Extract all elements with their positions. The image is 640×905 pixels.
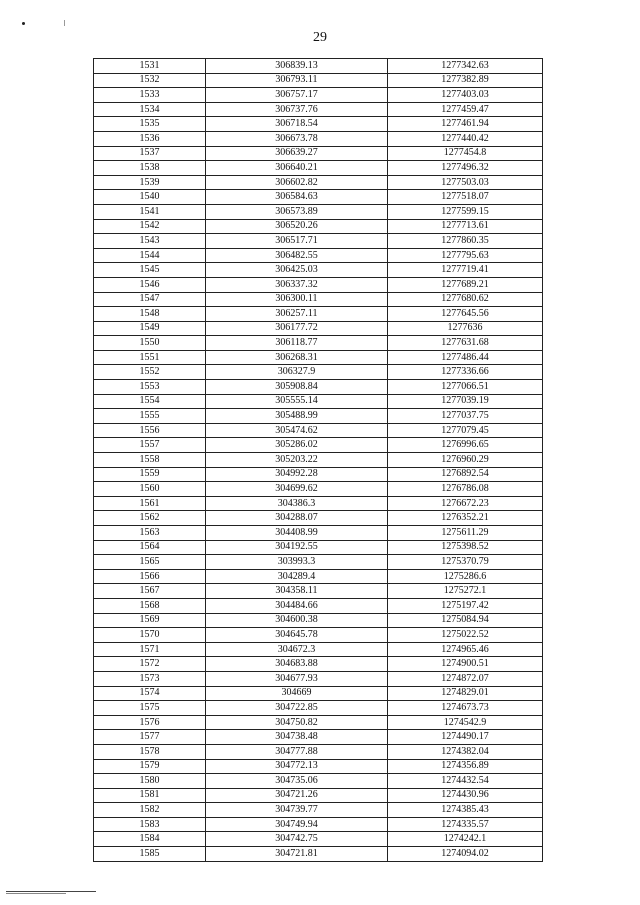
point-number-cell: 1578	[94, 744, 206, 759]
x-coordinate-cell: 306793.11	[206, 73, 388, 88]
y-coordinate-cell: 1277454.8	[388, 146, 543, 161]
table-row	[94, 671, 543, 686]
point-number-cell: 1564	[94, 540, 206, 555]
point-number-cell: 1535	[94, 117, 206, 132]
y-coordinate-cell: 1274430.96	[388, 788, 543, 803]
point-number-cell: 1545	[94, 263, 206, 278]
y-coordinate-cell: 1275084.94	[388, 613, 543, 628]
point-number-cell: 1540	[94, 190, 206, 205]
point-number-cell: 1572	[94, 657, 206, 672]
table-row	[94, 482, 543, 497]
x-coordinate-cell: 306300.11	[206, 292, 388, 307]
x-coordinate-cell: 304600.38	[206, 613, 388, 628]
y-coordinate-cell: 1277079.45	[388, 423, 543, 438]
point-number-cell: 1542	[94, 219, 206, 234]
x-coordinate-cell: 306640.21	[206, 161, 388, 176]
table-row	[94, 701, 543, 716]
point-number-cell: 1574	[94, 686, 206, 701]
table-row	[94, 292, 543, 307]
point-number-cell: 1567	[94, 584, 206, 599]
x-coordinate-cell: 304739.77	[206, 803, 388, 818]
x-coordinate-cell: 304738.48	[206, 730, 388, 745]
x-coordinate-cell: 305474.62	[206, 423, 388, 438]
y-coordinate-cell: 1274965.46	[388, 642, 543, 657]
y-coordinate-cell: 1277518.07	[388, 190, 543, 205]
x-coordinate-cell: 304288.07	[206, 511, 388, 526]
y-coordinate-cell: 1274094.02	[388, 847, 543, 862]
y-coordinate-cell: 1277496.32	[388, 161, 543, 176]
y-coordinate-cell: 1276960.29	[388, 453, 543, 468]
point-number-cell: 1546	[94, 277, 206, 292]
point-number-cell: 1566	[94, 569, 206, 584]
y-coordinate-cell: 1277631.68	[388, 336, 543, 351]
point-number-cell: 1543	[94, 234, 206, 249]
x-coordinate-cell: 304669	[206, 686, 388, 701]
y-coordinate-cell: 1277680.62	[388, 292, 543, 307]
table-row	[94, 336, 543, 351]
x-coordinate-cell: 304683.88	[206, 657, 388, 672]
y-coordinate-cell: 1277645.56	[388, 307, 543, 322]
y-coordinate-cell: 1274490.17	[388, 730, 543, 745]
y-coordinate-cell: 1277440.42	[388, 131, 543, 146]
table-row	[94, 409, 543, 424]
point-number-cell: 1582	[94, 803, 206, 818]
x-coordinate-cell: 305555.14	[206, 394, 388, 409]
x-coordinate-cell: 306118.77	[206, 336, 388, 351]
table-row	[94, 613, 543, 628]
y-coordinate-cell: 1277599.15	[388, 204, 543, 219]
point-number-cell: 1561	[94, 496, 206, 511]
table-row	[94, 788, 543, 803]
x-coordinate-cell: 305488.99	[206, 409, 388, 424]
table-row	[94, 657, 543, 672]
y-coordinate-cell: 1277382.89	[388, 73, 543, 88]
point-number-cell: 1573	[94, 671, 206, 686]
table-row	[94, 847, 543, 862]
table-row	[94, 175, 543, 190]
table-row	[94, 526, 543, 541]
y-coordinate-cell: 1275398.52	[388, 540, 543, 555]
point-number-cell: 1541	[94, 204, 206, 219]
point-number-cell: 1584	[94, 832, 206, 847]
table-row	[94, 394, 543, 409]
table-row	[94, 321, 543, 336]
point-number-cell: 1558	[94, 453, 206, 468]
x-coordinate-cell: 305286.02	[206, 438, 388, 453]
y-coordinate-cell: 1274542.9	[388, 715, 543, 730]
table-row	[94, 540, 543, 555]
x-coordinate-cell: 305908.84	[206, 380, 388, 395]
x-coordinate-cell: 303993.3	[206, 555, 388, 570]
x-coordinate-cell: 306573.89	[206, 204, 388, 219]
point-number-cell: 1579	[94, 759, 206, 774]
point-number-cell: 1583	[94, 817, 206, 832]
table-row	[94, 59, 543, 74]
table-row	[94, 307, 543, 322]
page-number: 29	[313, 30, 327, 45]
point-number-cell: 1557	[94, 438, 206, 453]
y-coordinate-cell: 1274356.89	[388, 759, 543, 774]
point-number-cell: 1537	[94, 146, 206, 161]
table-row	[94, 628, 543, 643]
y-coordinate-cell: 1277403.03	[388, 88, 543, 103]
table-row	[94, 117, 543, 132]
point-number-cell: 1563	[94, 526, 206, 541]
footer-rule-secondary	[6, 893, 66, 894]
x-coordinate-cell: 304742.75	[206, 832, 388, 847]
y-coordinate-cell: 1277503.03	[388, 175, 543, 190]
point-number-cell: 1568	[94, 598, 206, 613]
point-number-cell: 1577	[94, 730, 206, 745]
y-coordinate-cell: 1277719.41	[388, 263, 543, 278]
table-row	[94, 555, 543, 570]
table-row	[94, 642, 543, 657]
table-row	[94, 832, 543, 847]
coordinates-table	[93, 58, 543, 862]
x-coordinate-cell: 304735.06	[206, 774, 388, 789]
x-coordinate-cell: 306602.82	[206, 175, 388, 190]
x-coordinate-cell: 304772.13	[206, 759, 388, 774]
table-row	[94, 569, 543, 584]
x-coordinate-cell: 306639.27	[206, 146, 388, 161]
y-coordinate-cell: 1275197.42	[388, 598, 543, 613]
x-coordinate-cell: 306257.11	[206, 307, 388, 322]
point-number-cell: 1549	[94, 321, 206, 336]
scan-mark	[22, 22, 25, 25]
x-coordinate-cell: 304677.93	[206, 671, 388, 686]
x-coordinate-cell: 306517.71	[206, 234, 388, 249]
point-number-cell: 1532	[94, 73, 206, 88]
table-row	[94, 817, 543, 832]
point-number-cell: 1548	[94, 307, 206, 322]
point-number-cell: 1570	[94, 628, 206, 643]
x-coordinate-cell: 304749.94	[206, 817, 388, 832]
table-row	[94, 803, 543, 818]
footer-rule	[6, 891, 96, 892]
x-coordinate-cell: 306839.13	[206, 59, 388, 74]
table-row	[94, 219, 543, 234]
x-coordinate-cell: 304192.55	[206, 540, 388, 555]
point-number-cell: 1551	[94, 350, 206, 365]
y-coordinate-cell: 1277636	[388, 321, 543, 336]
x-coordinate-cell: 306718.54	[206, 117, 388, 132]
table-row	[94, 774, 543, 789]
table-row	[94, 511, 543, 526]
y-coordinate-cell: 1275370.79	[388, 555, 543, 570]
y-coordinate-cell: 1277486.44	[388, 350, 543, 365]
point-number-cell: 1555	[94, 409, 206, 424]
y-coordinate-cell: 1277066.51	[388, 380, 543, 395]
y-coordinate-cell: 1274673.73	[388, 701, 543, 716]
table-row	[94, 350, 543, 365]
table-row	[94, 598, 543, 613]
table-row	[94, 88, 543, 103]
x-coordinate-cell: 304386.3	[206, 496, 388, 511]
point-number-cell: 1538	[94, 161, 206, 176]
x-coordinate-cell: 304484.66	[206, 598, 388, 613]
table-row	[94, 190, 543, 205]
table-row	[94, 686, 543, 701]
table-row	[94, 234, 543, 249]
y-coordinate-cell: 1275286.6	[388, 569, 543, 584]
x-coordinate-cell: 304699.62	[206, 482, 388, 497]
y-coordinate-cell: 1277037.75	[388, 409, 543, 424]
y-coordinate-cell: 1276786.08	[388, 482, 543, 497]
y-coordinate-cell: 1275611.29	[388, 526, 543, 541]
table-body	[94, 59, 543, 862]
x-coordinate-cell: 304289.4	[206, 569, 388, 584]
table-row	[94, 263, 543, 278]
table-row	[94, 715, 543, 730]
x-coordinate-cell: 304750.82	[206, 715, 388, 730]
point-number-cell: 1585	[94, 847, 206, 862]
table-row	[94, 453, 543, 468]
x-coordinate-cell: 306520.26	[206, 219, 388, 234]
point-number-cell: 1544	[94, 248, 206, 263]
table-row	[94, 730, 543, 745]
point-number-cell: 1559	[94, 467, 206, 482]
x-coordinate-cell: 306482.55	[206, 248, 388, 263]
table-row	[94, 73, 543, 88]
point-number-cell: 1536	[94, 131, 206, 146]
point-number-cell: 1534	[94, 102, 206, 117]
y-coordinate-cell: 1277713.61	[388, 219, 543, 234]
x-coordinate-cell: 306327.9	[206, 365, 388, 380]
x-coordinate-cell: 304408.99	[206, 526, 388, 541]
x-coordinate-cell: 304721.81	[206, 847, 388, 862]
table-row	[94, 744, 543, 759]
point-number-cell: 1533	[94, 88, 206, 103]
y-coordinate-cell: 1276892.54	[388, 467, 543, 482]
y-coordinate-cell: 1274900.51	[388, 657, 543, 672]
table-row	[94, 438, 543, 453]
point-number-cell: 1575	[94, 701, 206, 716]
x-coordinate-cell: 304358.11	[206, 584, 388, 599]
point-number-cell: 1554	[94, 394, 206, 409]
point-number-cell: 1562	[94, 511, 206, 526]
table-row	[94, 248, 543, 263]
y-coordinate-cell: 1277461.94	[388, 117, 543, 132]
y-coordinate-cell: 1277795.63	[388, 248, 543, 263]
y-coordinate-cell: 1277689.21	[388, 277, 543, 292]
table-row	[94, 584, 543, 599]
y-coordinate-cell: 1274335.57	[388, 817, 543, 832]
table-row	[94, 467, 543, 482]
point-number-cell: 1553	[94, 380, 206, 395]
y-coordinate-cell: 1276672.23	[388, 496, 543, 511]
point-number-cell: 1569	[94, 613, 206, 628]
table-row	[94, 161, 543, 176]
point-number-cell: 1565	[94, 555, 206, 570]
table-row	[94, 423, 543, 438]
point-number-cell: 1550	[94, 336, 206, 351]
coordinates-table-container	[93, 58, 542, 862]
table-row	[94, 380, 543, 395]
point-number-cell: 1560	[94, 482, 206, 497]
x-coordinate-cell: 304672.3	[206, 642, 388, 657]
y-coordinate-cell: 1277459.47	[388, 102, 543, 117]
x-coordinate-cell: 304777.88	[206, 744, 388, 759]
table-row	[94, 102, 543, 117]
x-coordinate-cell: 304722.85	[206, 701, 388, 716]
y-coordinate-cell: 1277336.66	[388, 365, 543, 380]
y-coordinate-cell: 1275022.52	[388, 628, 543, 643]
point-number-cell: 1571	[94, 642, 206, 657]
point-number-cell: 1576	[94, 715, 206, 730]
point-number-cell: 1581	[94, 788, 206, 803]
y-coordinate-cell: 1277860.35	[388, 234, 543, 249]
x-coordinate-cell: 304645.78	[206, 628, 388, 643]
x-coordinate-cell: 306673.78	[206, 131, 388, 146]
y-coordinate-cell: 1274829.01	[388, 686, 543, 701]
point-number-cell: 1547	[94, 292, 206, 307]
scan-tick	[64, 20, 65, 26]
y-coordinate-cell: 1274872.07	[388, 671, 543, 686]
y-coordinate-cell: 1277342.63	[388, 59, 543, 74]
y-coordinate-cell: 1274385.43	[388, 803, 543, 818]
point-number-cell: 1556	[94, 423, 206, 438]
x-coordinate-cell: 306425.03	[206, 263, 388, 278]
y-coordinate-cell: 1274242.1	[388, 832, 543, 847]
y-coordinate-cell: 1274432.54	[388, 774, 543, 789]
point-number-cell: 1539	[94, 175, 206, 190]
point-number-cell: 1531	[94, 59, 206, 74]
y-coordinate-cell: 1276352.21	[388, 511, 543, 526]
y-coordinate-cell: 1274382.04	[388, 744, 543, 759]
y-coordinate-cell: 1276996.65	[388, 438, 543, 453]
table-row	[94, 204, 543, 219]
y-coordinate-cell: 1275272.1	[388, 584, 543, 599]
table-row	[94, 759, 543, 774]
x-coordinate-cell: 306337.32	[206, 277, 388, 292]
x-coordinate-cell: 304721.26	[206, 788, 388, 803]
table-row	[94, 365, 543, 380]
x-coordinate-cell: 306177.72	[206, 321, 388, 336]
x-coordinate-cell: 304992.28	[206, 467, 388, 482]
table-row	[94, 277, 543, 292]
point-number-cell: 1552	[94, 365, 206, 380]
table-row	[94, 146, 543, 161]
point-number-cell: 1580	[94, 774, 206, 789]
x-coordinate-cell: 306737.76	[206, 102, 388, 117]
x-coordinate-cell: 306757.17	[206, 88, 388, 103]
x-coordinate-cell: 305203.22	[206, 453, 388, 468]
x-coordinate-cell: 306584.63	[206, 190, 388, 205]
x-coordinate-cell: 306268.31	[206, 350, 388, 365]
y-coordinate-cell: 1277039.19	[388, 394, 543, 409]
table-row	[94, 131, 543, 146]
table-row	[94, 496, 543, 511]
